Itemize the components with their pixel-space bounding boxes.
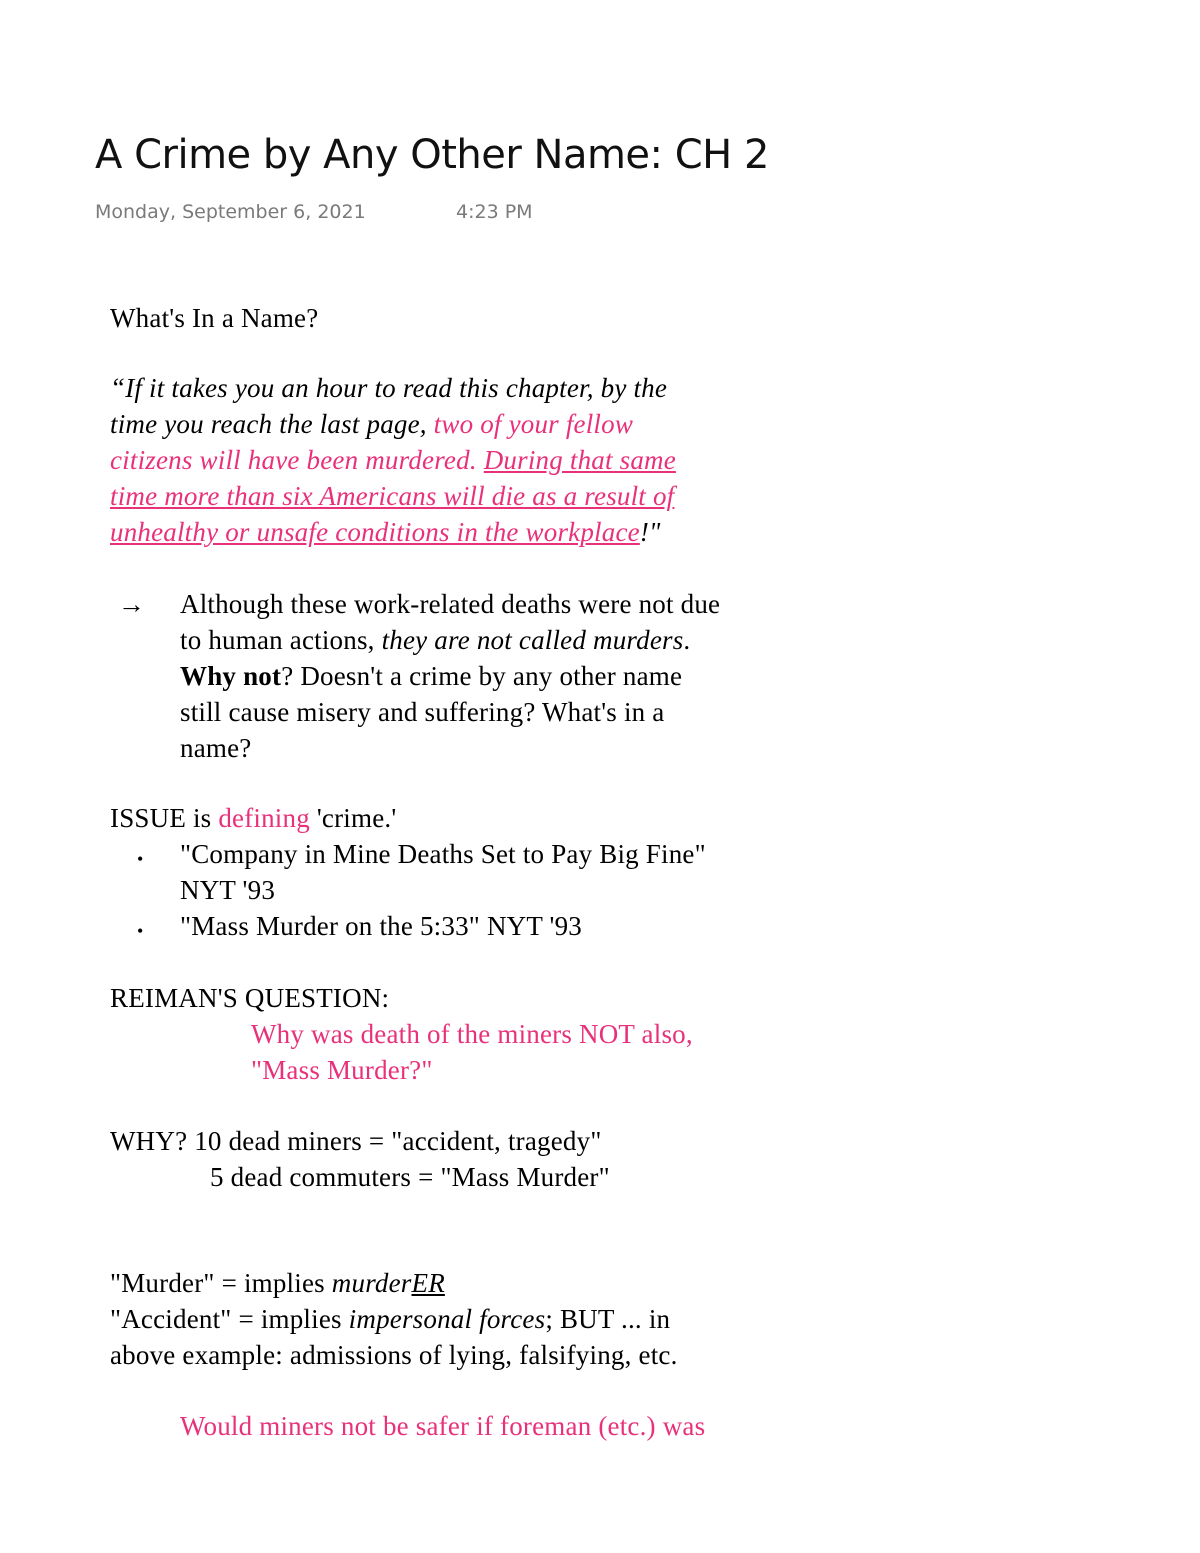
page-title: A Crime by Any Other Name: CH 2	[95, 132, 769, 178]
arrow-icon: →	[118, 589, 146, 619]
bullet-1-line-2: NYT '93	[180, 875, 276, 905]
page-date: Monday, September 6, 2021	[95, 201, 366, 223]
issue-text: 'crime.'	[309, 803, 397, 833]
accident-line	[110, 1301, 670, 1337]
arrow-text: to human actions,	[180, 625, 382, 655]
bullet-icon: •	[137, 849, 144, 869]
why-line-2: 5 dead commuters = "Mass Murder"	[210, 1162, 610, 1192]
quote-highlight: two of your fellow	[433, 409, 634, 439]
arrow-text: ? Doesn't a crime by any other name	[281, 661, 683, 691]
issue-text: ISSUE is	[110, 803, 219, 833]
arrow-text: .	[683, 625, 691, 655]
murder-line	[110, 1265, 445, 1301]
quote-line-1: “If it takes you an hour to read this chapter, by the	[110, 373, 668, 403]
page-time: 4:23 PM	[456, 201, 533, 223]
quote-text: time you reach the last page,	[110, 409, 434, 439]
murder-emphasis: ER	[411, 1268, 445, 1298]
accident-italic: impersonal forces	[348, 1304, 546, 1334]
section-heading: What's In a Name?	[110, 303, 319, 333]
closing-line: Would miners not be safer if foreman (etc.) was	[180, 1411, 706, 1441]
arrow-bold: Why not	[180, 661, 282, 691]
bullet-1-line-1: "Company in Mine Deaths Set to Pay Big Fine"	[180, 839, 706, 869]
quote-line-5	[110, 514, 661, 550]
accident-text: "Accident" = implies	[110, 1304, 349, 1334]
quote-line-2	[110, 406, 633, 442]
arrow-line-5: name?	[180, 733, 252, 763]
quote-end: !"	[639, 517, 661, 547]
arrow-line-3	[180, 658, 682, 694]
question-line-2: "Mass Murder?"	[251, 1055, 433, 1085]
example-line: above example: admissions of lying, falsifying, etc.	[110, 1340, 678, 1370]
quote-underlined: unhealthy or unsafe conditions in the workplace	[110, 517, 640, 547]
murder-italic: murder	[331, 1268, 412, 1298]
question-line-1: Why was death of the miners NOT also,	[251, 1019, 693, 1049]
question-label: REIMAN'S QUESTION:	[110, 983, 390, 1013]
arrow-italic: they are not called murders	[381, 625, 684, 655]
murder-text: "Murder" = implies	[110, 1268, 332, 1298]
issue-highlight: defining	[218, 803, 310, 833]
bullet-2-line-1: "Mass Murder on the 5:33" NYT '93	[180, 911, 582, 941]
quote-line-3	[110, 442, 676, 478]
arrow-line-4: still cause misery and suffering? What's in a	[180, 697, 665, 727]
bullet-icon: •	[137, 921, 144, 941]
quote-highlight: citizens will have been murdered.	[110, 445, 484, 475]
why-line-1: WHY? 10 dead miners = "accident, tragedy"	[110, 1126, 602, 1156]
arrow-line-1: Although these work-related deaths were not due	[180, 589, 721, 619]
issue-line	[110, 800, 396, 836]
quote-line-4: time more than six Americans will die as a result of	[110, 481, 675, 511]
quote-underlined: During that same	[483, 445, 676, 475]
accident-text: ; BUT ... in	[545, 1304, 671, 1334]
arrow-line-2	[180, 622, 690, 658]
